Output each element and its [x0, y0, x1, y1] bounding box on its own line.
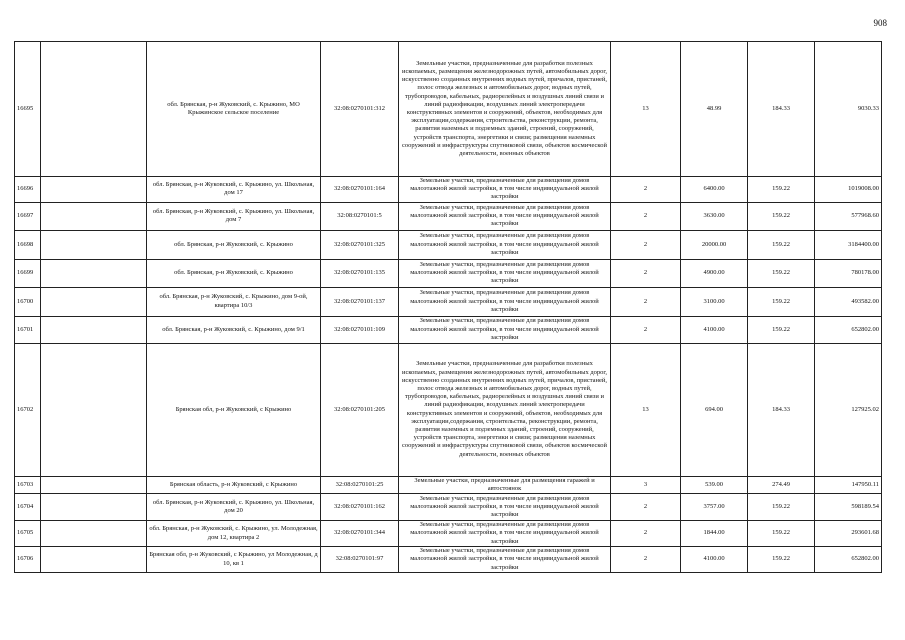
table-row [15, 202, 882, 230]
cell-address: обл. Брянская, р-н Жуковский, с. Крыжино, МО Крыжинское сельское поселение [147, 42, 321, 177]
cell-code: 2 [611, 230, 681, 259]
cell-use: Земельные участки, предназначенные для разработки полезных ископаемых, размещения железнодорожных путей, автомобильных дорог, искусственно созданных внутренних водных путей, причалов, пристаней, полос отвода железных и автомобильных дорог, водных путей, трубопроводов, кабельных, радиорелейных и воздушных линий связи и линий радиофикации, воздушных линий электропередачи конструктивных элементов и сооружений, объектов, необходимых для эксплуатации,содержания, строительства, реконструкции, ремонта, развития наземных и подземных зданий, строений, сооружений, устройств транспорта, энергетики и связи; размещения наземных сооружений и инфраструктуры спутниковой связи, объектов космической деятельности, военных объектов [399, 343, 611, 476]
cell-value: 780178.00 [815, 259, 882, 287]
cell-code: 2 [611, 177, 681, 203]
cell-area: 20000.00 [681, 230, 748, 259]
cell-cadastral: 32:08:0270101:312 [321, 42, 399, 177]
cell-code: 2 [611, 547, 681, 573]
cell-num: 16697 [15, 202, 41, 230]
cell-empty [41, 494, 147, 521]
cell-address: Брянская обл, р-н Жуковский, с Крыжино [147, 343, 321, 476]
cell-value: 493582.00 [815, 287, 882, 316]
cell-rate: 159.22 [748, 287, 815, 316]
cell-area: 694.00 [681, 343, 748, 476]
cell-num: 16705 [15, 521, 41, 547]
cell-value: 3184400.00 [815, 230, 882, 259]
cell-empty [41, 259, 147, 287]
cell-address: обл. Брянская, р-н Жуковский, с. Крыжино, ул. Школьная, дом 20 [147, 494, 321, 521]
cell-area: 3757.00 [681, 494, 748, 521]
cell-num: 16701 [15, 316, 41, 343]
cell-address: обл. Брянская, р-н Жуковский, с. Крыжино, дом 9-ой, квартира 10/3 [147, 287, 321, 316]
cell-address: обл. Брянская, р-н Жуковский, с. Крыжино [147, 259, 321, 287]
cell-use: Земельные участки, предназначенные для разработки полезных ископаемых, размещения железнодорожных путей, автомобильных дорог, искусственно созданных внутренних водных путей, причалов, пристаней, полос отвода железных и автомобильных дорог, водных путей, трубопроводов, кабельных, радиорелейных и воздушных линий связи и линий радиофикации, воздушных линий электропередачи конструктивных элементов и сооружений, объектов, необходимых для эксплуатации,содержания, строительства, реконструкции, ремонта, развития наземных и подземных зданий, строений, сооружений, устройств транспорта, энергетики и связи; размещения наземных сооружений и инфраструктуры спутниковой связи, объектов космической деятельности, военных объектов [399, 42, 611, 177]
cell-value: 652802.00 [815, 547, 882, 573]
cell-code: 3 [611, 476, 681, 493]
cell-use: Земельные участки, предназначенные для размещения гаражей и автостоянок [399, 476, 611, 493]
cell-rate: 159.22 [748, 547, 815, 573]
cell-address: обл. Брянская, р-н Жуковский, с. Крыжино, ул. Молодежная, дом 12, квартира 2 [147, 521, 321, 547]
cell-num: 16704 [15, 494, 41, 521]
cell-code: 2 [611, 494, 681, 521]
table-row [15, 547, 882, 573]
cell-num: 16700 [15, 287, 41, 316]
cell-cadastral: 32:08:0270101:97 [321, 547, 399, 573]
cell-empty [41, 230, 147, 259]
cell-code: 13 [611, 343, 681, 476]
cadastral-value-table [14, 41, 882, 573]
cell-use: Земельные участки, предназначенные для размещения домов малоэтажной жилой застройки, в том числе индивидуальной жилой застройки [399, 547, 611, 573]
cell-empty [41, 343, 147, 476]
cell-use: Земельные участки, предназначенные для размещения домов малоэтажной жилой застройки, в том числе индивидуальной жилой застройки [399, 230, 611, 259]
table-row [15, 476, 882, 493]
cell-area: 3630.00 [681, 202, 748, 230]
cell-rate: 159.22 [748, 177, 815, 203]
cell-rate: 159.22 [748, 316, 815, 343]
cell-code: 2 [611, 287, 681, 316]
table-row [15, 259, 882, 287]
cell-num: 16695 [15, 42, 41, 177]
cell-cadastral: 32:08:0270101:137 [321, 287, 399, 316]
cell-address: обл. Брянская, р-н Жуковский, с. Крыжино, ул. Школьная, дом 7 [147, 202, 321, 230]
cell-cadastral: 32:08:0270101:135 [321, 259, 399, 287]
cell-use: Земельные участки, предназначенные для размещения домов малоэтажной жилой застройки, в том числе индивидуальной жилой застройки [399, 202, 611, 230]
cell-empty [41, 476, 147, 493]
cell-num: 16703 [15, 476, 41, 493]
cell-rate: 159.22 [748, 259, 815, 287]
table-row [15, 42, 882, 177]
table-row [15, 177, 882, 203]
page-number: 908 [873, 18, 887, 28]
cell-cadastral: 32:08:0270101:325 [321, 230, 399, 259]
table-row [15, 343, 882, 476]
cell-code: 2 [611, 259, 681, 287]
cell-cadastral: 32:08:0270101:25 [321, 476, 399, 493]
cell-num: 16696 [15, 177, 41, 203]
cell-use: Земельные участки, предназначенные для размещения домов малоэтажной жилой застройки, в том числе индивидуальной жилой застройки [399, 259, 611, 287]
cell-use: Земельные участки, предназначенные для размещения домов малоэтажной жилой застройки, в том числе индивидуальной жилой застройки [399, 177, 611, 203]
table-row [15, 521, 882, 547]
cell-empty [41, 287, 147, 316]
cell-empty [41, 316, 147, 343]
cell-area: 4100.00 [681, 547, 748, 573]
cell-rate: 159.22 [748, 521, 815, 547]
cell-cadastral: 32:08:0270101:109 [321, 316, 399, 343]
cell-rate: 184.33 [748, 42, 815, 177]
cell-use: Земельные участки, предназначенные для размещения домов малоэтажной жилой застройки, в том числе индивидуальной жилой застройки [399, 316, 611, 343]
cell-area: 539.00 [681, 476, 748, 493]
cell-use: Земельные участки, предназначенные для размещения домов малоэтажной жилой застройки, в том числе индивидуальной жилой застройки [399, 287, 611, 316]
cell-value: 598189.54 [815, 494, 882, 521]
cell-area: 1844.00 [681, 521, 748, 547]
cell-value: 147950.11 [815, 476, 882, 493]
cell-rate: 274.49 [748, 476, 815, 493]
cell-value: 652802.00 [815, 316, 882, 343]
cell-rate: 159.22 [748, 230, 815, 259]
cell-use: Земельные участки, предназначенные для размещения домов малоэтажной жилой застройки, в том числе индивидуальной жилой застройки [399, 494, 611, 521]
cell-empty [41, 177, 147, 203]
cell-area: 4100.00 [681, 316, 748, 343]
cell-code: 13 [611, 42, 681, 177]
cell-num: 16706 [15, 547, 41, 573]
cell-area: 6400.00 [681, 177, 748, 203]
cell-use: Земельные участки, предназначенные для размещения домов малоэтажной жилой застройки, в том числе индивидуальной жилой застройки [399, 521, 611, 547]
cell-value: 1019008.00 [815, 177, 882, 203]
cell-value: 577968.60 [815, 202, 882, 230]
cell-cadastral: 32:08:0270101:205 [321, 343, 399, 476]
cell-num: 16699 [15, 259, 41, 287]
cell-code: 2 [611, 521, 681, 547]
cell-value: 9030.33 [815, 42, 882, 177]
cell-rate: 184.33 [748, 343, 815, 476]
cell-empty [41, 42, 147, 177]
cell-empty [41, 547, 147, 573]
cell-cadastral: 32:08:0270101:162 [321, 494, 399, 521]
cell-cadastral: 32:08:0270101:164 [321, 177, 399, 203]
cell-empty [41, 521, 147, 547]
cell-rate: 159.22 [748, 494, 815, 521]
cell-address: обл. Брянская, р-н Жуковский, с. Крыжино, дом 9/1 [147, 316, 321, 343]
cell-empty [41, 202, 147, 230]
cell-rate: 159.22 [748, 202, 815, 230]
cell-address: Брянская обл, р-н Жуковский, с Крыжино, ул Молодежная, д 10, кв 1 [147, 547, 321, 573]
cell-area: 48.99 [681, 42, 748, 177]
table-row [15, 494, 882, 521]
cell-num: 16698 [15, 230, 41, 259]
cell-area: 3100.00 [681, 287, 748, 316]
cell-code: 2 [611, 316, 681, 343]
cell-value: 293601.68 [815, 521, 882, 547]
cell-address: обл. Брянская, р-н Жуковский, с. Крыжино [147, 230, 321, 259]
cell-cadastral: 32:08:0270101:344 [321, 521, 399, 547]
table-row [15, 287, 882, 316]
table-row [15, 316, 882, 343]
cell-code: 2 [611, 202, 681, 230]
cell-value: 127925.02 [815, 343, 882, 476]
cell-num: 16702 [15, 343, 41, 476]
cell-address: обл. Брянская, р-н Жуковский, с. Крыжино, ул. Школьная, дом 17 [147, 177, 321, 203]
cell-address: Брянская область, р-н Жуковский, с Крыжино [147, 476, 321, 493]
cell-area: 4900.00 [681, 259, 748, 287]
cell-cadastral: 32:08:0270101:5 [321, 202, 399, 230]
table-row [15, 230, 882, 259]
